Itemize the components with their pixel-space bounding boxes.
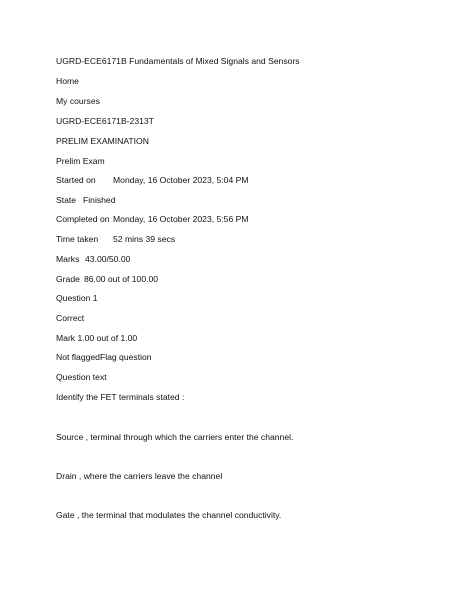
marks-label: Marks [56, 254, 80, 264]
marks-value: 43.00/50.00 [85, 254, 131, 264]
breadcrumb-my-courses: My courses [56, 96, 100, 106]
answer-item-drain: Drain , where the carriers leave the channel [56, 471, 223, 481]
state-value: Finished [83, 195, 116, 205]
quiz-name: Prelim Exam [56, 156, 105, 166]
completed-on-row [56, 214, 249, 225]
question-text-label: Question text [56, 372, 107, 382]
time-taken-row [56, 234, 175, 245]
state-label: State [56, 195, 77, 205]
grade-label: Grade [56, 274, 80, 284]
question-number: Question 1 [56, 293, 98, 303]
flag-question-link[interactable]: Not flaggedFlag question [56, 352, 152, 362]
started-on-value: Monday, 16 October 2023, 5:04 PM [113, 175, 249, 185]
time-taken-label: Time taken [56, 234, 99, 244]
answer-item-gate: Gate , the terminal that modulates the channel conductivity. [56, 510, 282, 520]
state-row [56, 195, 115, 206]
course-title: UGRD-ECE6171B Fundamentals of Mixed Signals and Sensors [56, 56, 300, 66]
started-on-label: Started on [56, 175, 96, 185]
breadcrumb-course-code: UGRD-ECE6171B-2313T [56, 116, 154, 126]
grade-row [56, 274, 158, 285]
completed-on-value: Monday, 16 October 2023, 5:56 PM [113, 214, 249, 224]
completed-on-label: Completed on [56, 214, 110, 224]
breadcrumb-home: Home [56, 76, 79, 86]
grade-value: 86.00 out of 100.00 [84, 274, 159, 284]
question-prompt: Identify the FET terminals stated : [56, 392, 185, 402]
started-on-row [56, 175, 249, 186]
time-taken-value: 52 mins 39 secs [113, 234, 176, 244]
answer-item-source: Source , terminal through which the carriers enter the channel. [56, 432, 294, 442]
question-mark: Mark 1.00 out of 1.00 [56, 333, 138, 343]
marks-row [56, 254, 130, 265]
question-status: Correct [56, 313, 85, 323]
breadcrumb-section: PRELIM EXAMINATION [56, 136, 149, 146]
